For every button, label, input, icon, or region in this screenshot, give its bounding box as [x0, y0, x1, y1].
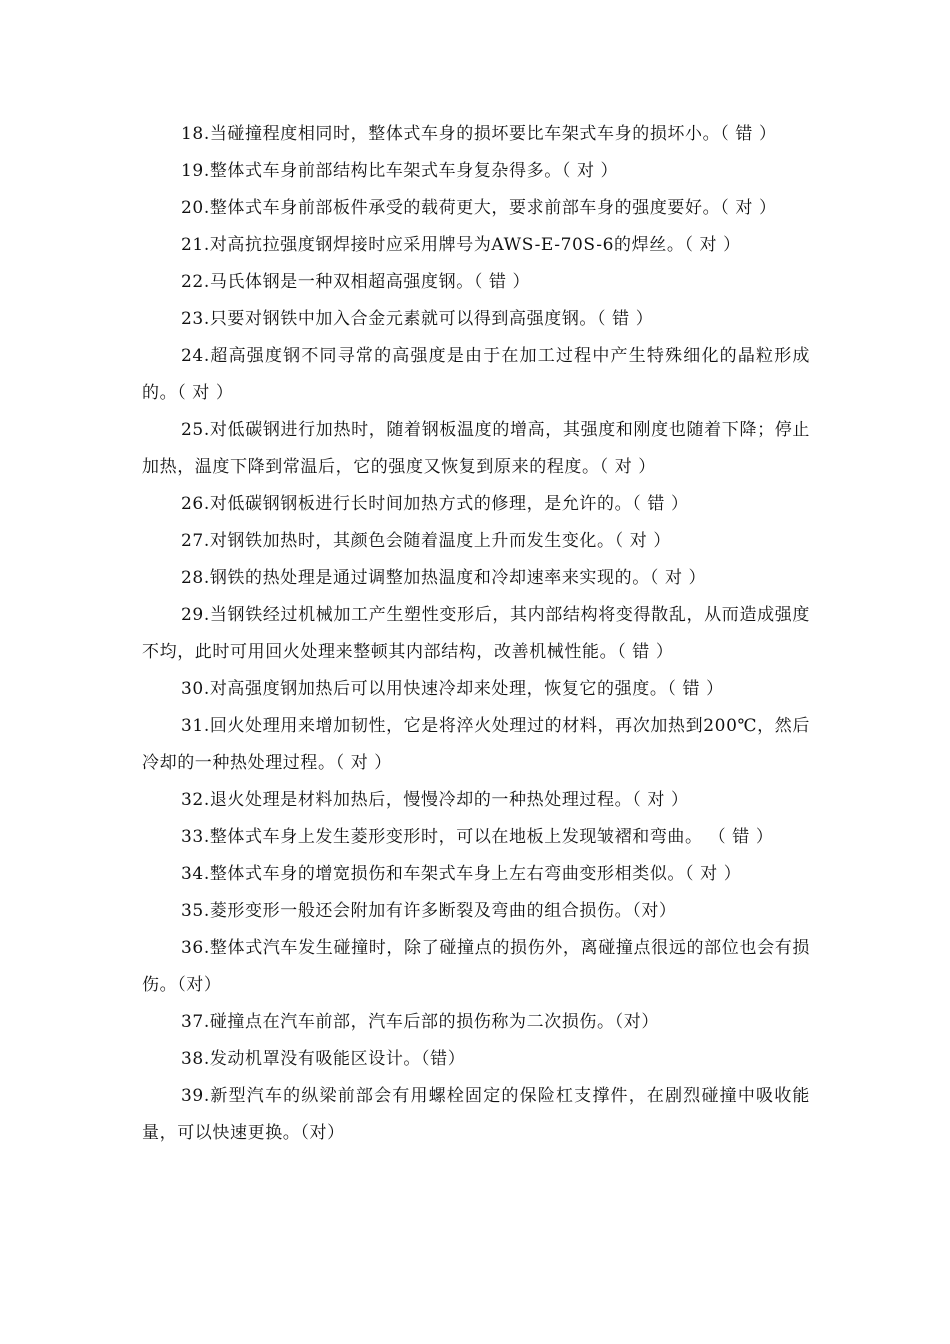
- question-37: 37.碰撞点在汽车前部，汽车后部的损伤称为二次损伤。（对）: [181, 1012, 659, 1032]
- question-21: 21.对高抗拉强度钢焊接时应采用牌号为AWS-E-70S-6的焊丝。（ 对 ）: [181, 235, 741, 255]
- question-27: 27.对钢铁加热时，其颜色会随着温度上升而发生变化。（ 对 ）: [181, 531, 671, 551]
- question-33: 33.整体式车身上发生菱形变形时，可以在地板上发现皱褶和弯曲。 （ 错 ）: [181, 827, 774, 847]
- question-28: 28.钢铁的热处理是通过调整加热温度和冷却速率来实现的。（ 对 ）: [181, 568, 707, 588]
- question-22: 22.马氏体钢是一种双相超高强度钢。（ 错 ）: [181, 272, 531, 292]
- question-18: 18.当碰撞程度相同时，整体式车身的损坏要比车架式车身的损坏小。（ 错 ）: [181, 124, 777, 144]
- question-29: 29.当钢铁经过机械加工产生塑性变形后，其内部结构将变得散乱，从而造成强度不均，此时可用回火处理来整顿其内部结构，改善机械性能。（ 错 ）: [142, 605, 810, 662]
- question-35: 35.菱形变形一般还会附加有许多断裂及弯曲的组合损伤。（对）: [181, 901, 677, 921]
- question-23: 23.只要对钢铁中加入合金元素就可以得到高强度钢。（ 错 ）: [181, 309, 654, 329]
- question-32: 32.退火处理是材料加热后，慢慢冷却的一种热处理过程。（ 对 ）: [181, 790, 689, 810]
- question-25: 25.对低碳钢进行加热时，随着钢板温度的增高，其强度和刚度也随着下降；停止加热，温度下降到常温后，它的强度又恢复到原来的程度。（ 对 ）: [142, 420, 810, 477]
- question-34: 34.整体式车身的增宽损伤和车架式车身上左右弯曲变形相类似。（ 对 ）: [181, 864, 742, 884]
- question-38: 38.发动机罩没有吸能区设计。（错）: [181, 1049, 466, 1069]
- question-39: 39.新型汽车的纵梁前部会有用螺栓固定的保险杠支撑件，在剧烈碰撞中吸收能量，可以快速更换。（对）: [142, 1086, 810, 1143]
- question-19: 19.整体式车身前部结构比车架式车身复杂得多。（ 对 ）: [181, 161, 619, 181]
- question-list: [142, 116, 810, 1152]
- question-31: 31.回火处理用来增加韧性，它是将淬火处理过的材料，再次加热到200℃，然后冷却的一种热处理过程。（ 对 ）: [142, 716, 810, 773]
- question-36: 36.整体式汽车发生碰撞时，除了碰撞点的损伤外，离碰撞点很远的部位也会有损伤。（对）: [142, 938, 810, 995]
- question-20: 20.整体式车身前部板件承受的载荷更大，要求前部车身的强度要好。（ 对 ）: [181, 198, 777, 218]
- question-24: 24.超高强度钢不同寻常的高强度是由于在加工过程中产生特殊细化的晶粒形成的。（ 对 ）: [142, 346, 810, 403]
- question-30: 30.对高强度钢加热后可以用快速冷却来处理，恢复它的强度。（ 错 ）: [181, 679, 724, 699]
- question-26: 26.对低碳钢钢板进行长时间加热方式的修理，是允许的。（ 错 ）: [181, 494, 689, 514]
